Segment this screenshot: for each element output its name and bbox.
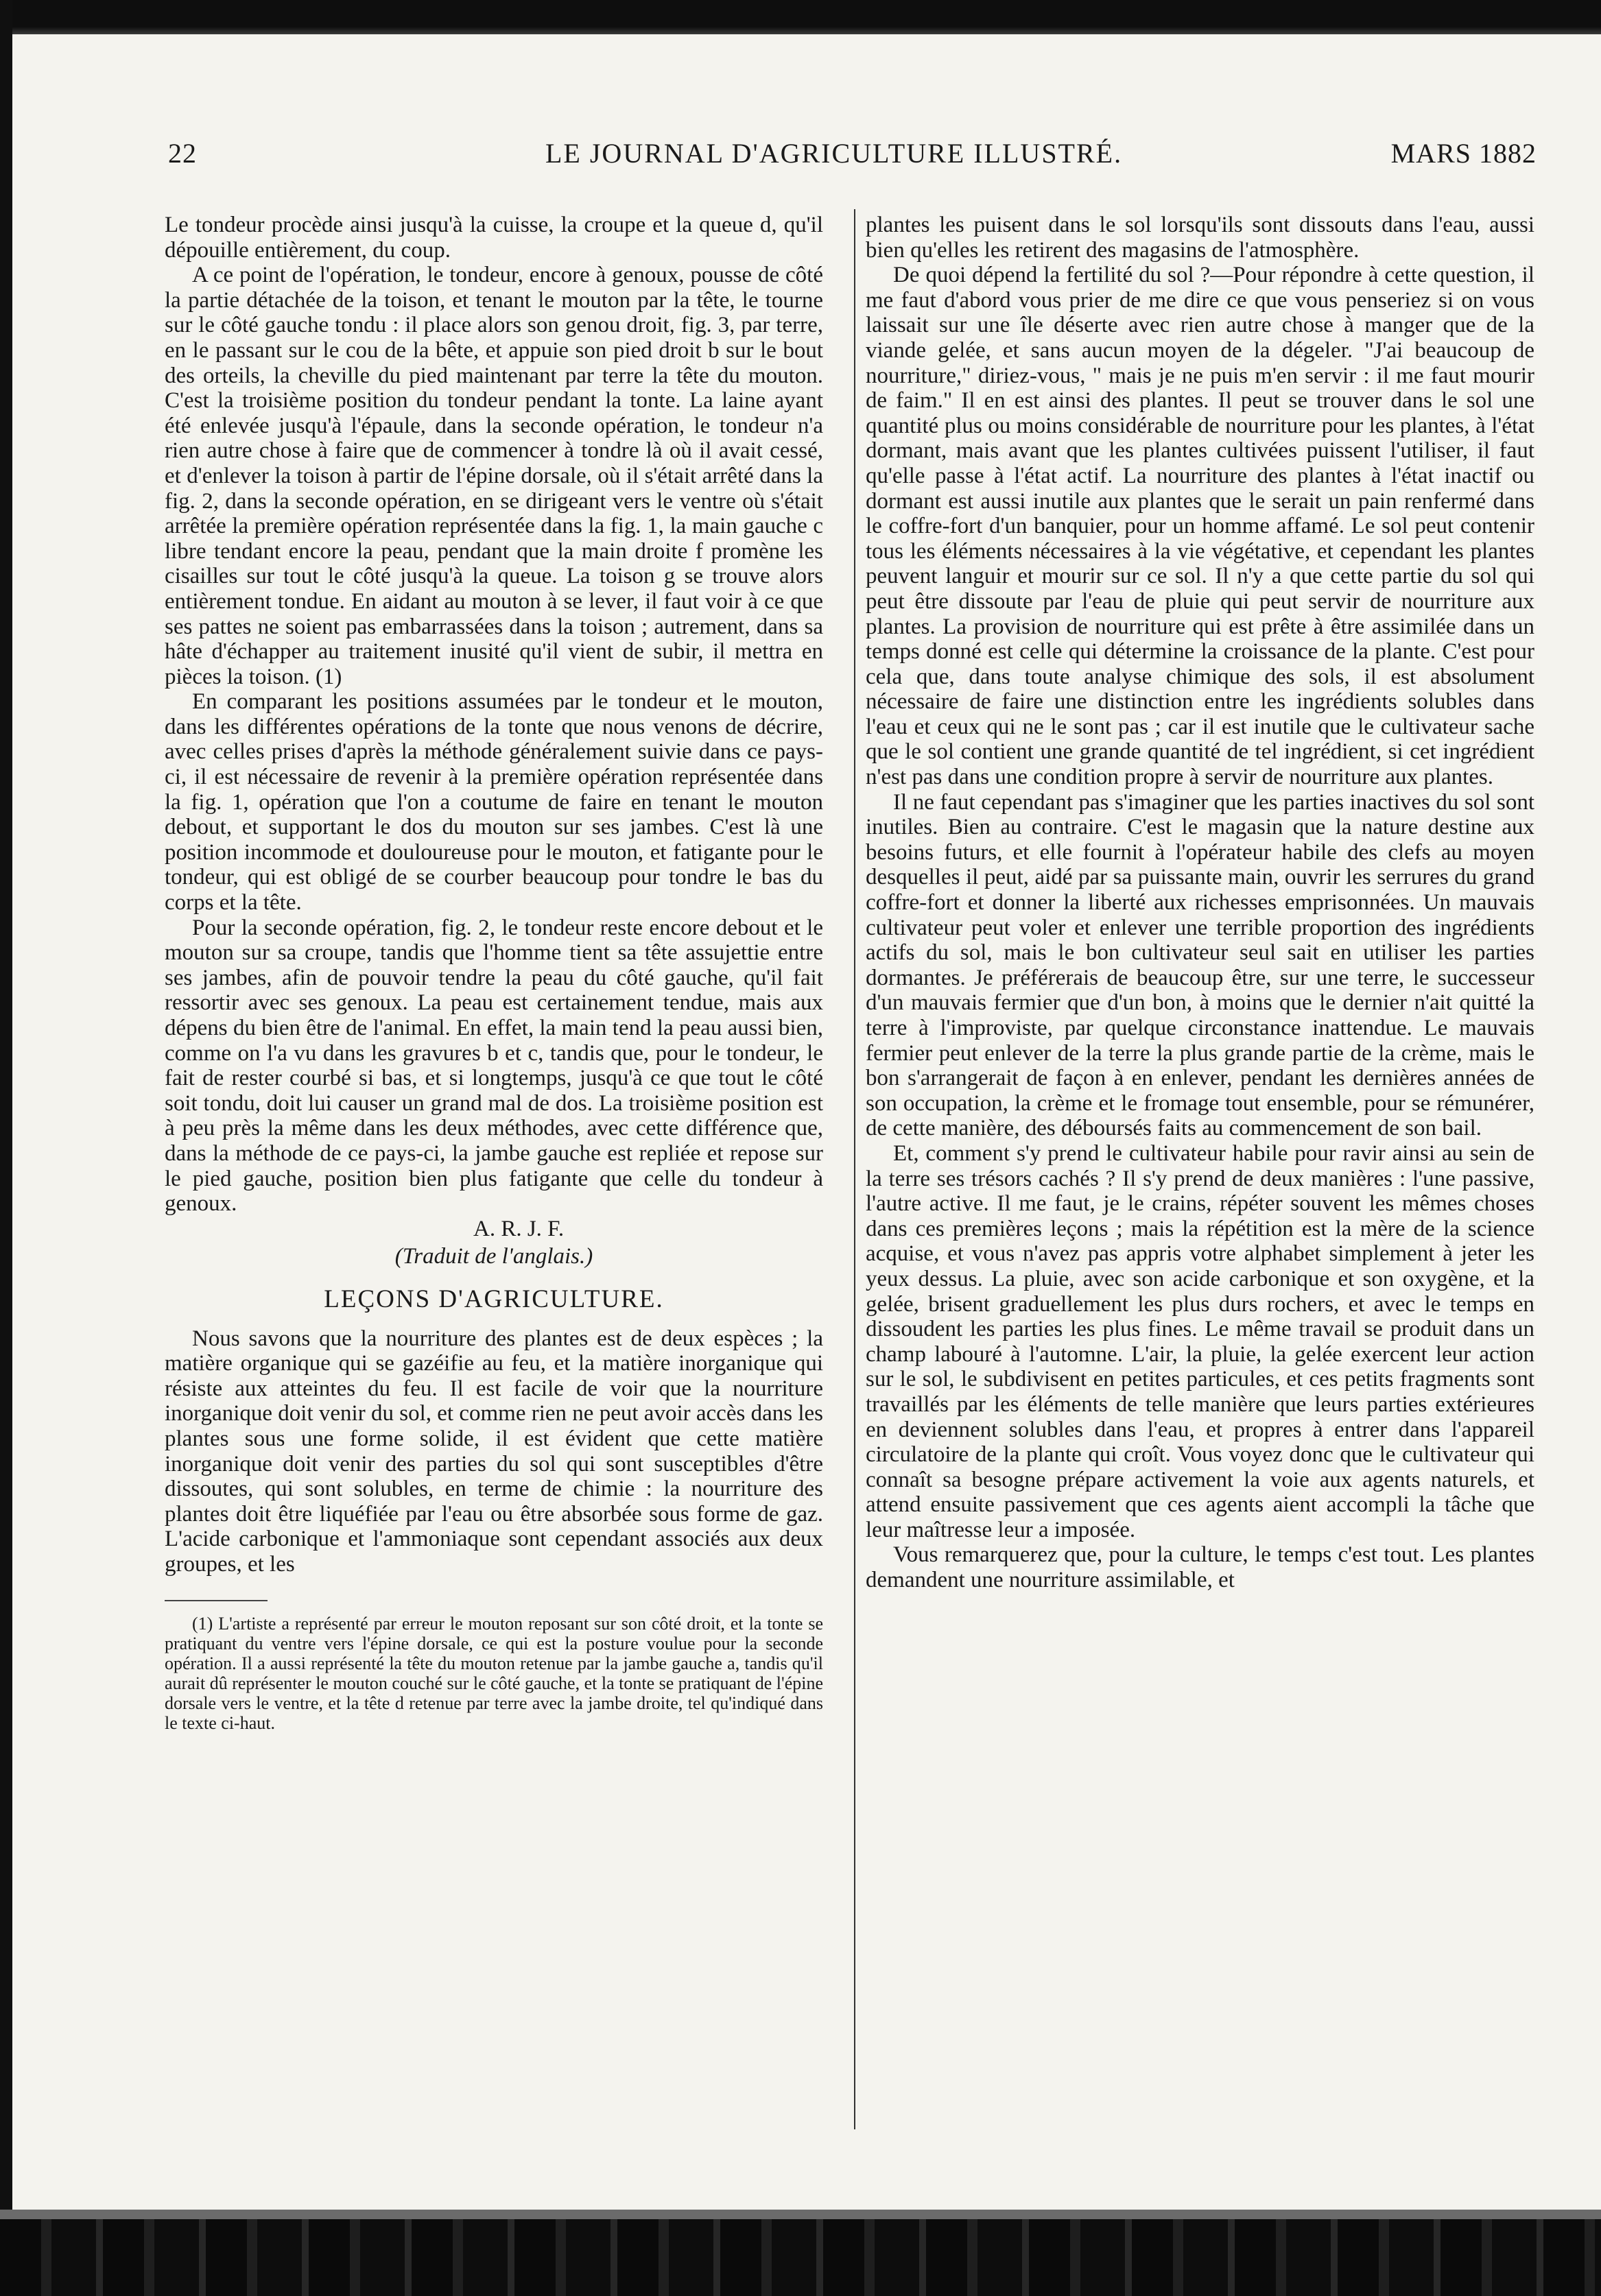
page-header (168, 137, 1537, 178)
right-column (866, 213, 1534, 1593)
page-number: 22 (168, 138, 197, 169)
scan-top-border (0, 0, 1601, 34)
paragraph: plantes les puisent dans le sol lorsqu'ils sont dissouts dans l'eau, aussi bien qu'elles les retirent des magasins de l'atmosphère. (866, 213, 1534, 263)
paragraph: En comparant les positions assumées par le tondeur et le mouton, dans les différentes opérations de la tonte que nous venons de décrire, avec celles prises d'après la méthode généralement suivie dans ce pays-ci, il est nécessaire de revenir à la première opération représentée dans la fig. 1, opération que l'on a coutume de faire en tenant le mouton debout, et supportant le dos du mouton sur ses jambes. C'est là une position incommode et douloureuse pour le mouton, et fatigante pour le tondeur, qui est obligé de se courber beaucoup pour tondre le bas du corps et la tête. (165, 689, 823, 916)
scan-bottom-border (0, 2210, 1601, 2296)
paragraph: Il ne faut cependant pas s'imaginer que les parties inactives du sol sont inutiles. Bien au contraire. C'est le magasin que la nature destine aux besoins futurs, et elle fournit à l'opérateur habile des clefs au moyen desquelles il peut, aidé par sa puissante main, ouvrir les serrures du grand coffre-fort et donner la liberté aux richesses emprisonnées. Un mauvais cultivateur peut voler et enlever une terrible proportion des ingrédients actifs du sol, mais le bon cultivateur seul sait en utiliser les parties dormantes. Je préférerais de beaucoup être, sur une terre, le successeur d'un mauvais fermier que d'un bon, à moins que le dernier n'ait quitté la terre à l'improviste, par quelque circonstance inattendue. Le mauvais fermier peut enlever de la terre la plus grande partie de la crème, mais le bon s'arrangerait de façon à en enlever, pendant les dernières années de son occupation, la crème et le fromage tout ensemble, pour se rémunérer, de cette manière, des déboursés faits au commencement de son bail. (866, 789, 1534, 1141)
left-column (165, 213, 823, 1733)
paragraph: Pour la seconde opération, fig. 2, le tondeur reste encore debout et le mouton sur sa croupe, tandis que l'homme tient sa tête assujettie entre ses jambes, afin de pouvoir tendre la peau du côté gauche, qu'il fait ressortir avec ses genoux. La peau est certainement tendue, mais aux dépens du bien être de l'animal. En effet, la main tend la peau aussi bien, comme on l'a vu dans les gravures b et c, tandis que, pour le tondeur, le fait de rester courbé si bas, et si longtemps, jusqu'à ce que tout le côté soit tondu, doit lui causer un grand mal de dos. La troisième position est à peu près la même dans les deux méthodes, avec cette différence que, dans la méthode de ce pays-ci, la jambe gauche est repliée et repose sur le pied gauche, position bien plus fatigante que celle du tondeur à genoux. (165, 915, 823, 1217)
scan-left-border (0, 0, 12, 2296)
paragraph: A ce point de l'opération, le tondeur, encore à genoux, pousse de côté la partie détachée de la toison, et tenant le mouton par la tête, le tourne sur le côté gauche tondu : il place alors son genou droit, fig. 3, par terre, en le passant sur le cou de la bête, et appuie son pied droit b sur le bout des orteils, la cheville du pied maintenant par terre la tête du mouton. C'est la troisième position du tondeur pendant la tonte. La laine ayant été enlevée jusqu'à l'épaule, dans la seconde opération, le tondeur n'a rien autre chose à faire que de commencer à tondre là où il avait cessé, et d'enlever la toison à partir de l'épine dorsale, où il s'était arrêté dans la fig. 2, dans la seconde opération, en se dirigeant vers le ventre où s'était arrêtée la première opération représentée dans la fig. 1, la main gauche c libre tendant encore la peau, pendant que la main droite f promène les cisailles sur tout le côté jusqu'à la queue. La toison g se trouve alors entièrement tondue. En aidant au mouton à se lever, il faut voir à ce que ses pattes ne soient pas embarrassées dans la toison ; autrement, dans sa hâte d'échapper au traitement inusité qu'il vient de subir, il mettra en pièces la toison. (1) (165, 263, 823, 689)
column-divider (854, 209, 855, 2129)
paragraph: De quoi dépend la fertilité du sol ?—Pour répondre à cette question, il me faut d'abord vous prier de me dire ce que vous penseriez si on vous laissait sur une île déserte avec rien autre chose à manger que de la viande gelée, et sans aucun moyen de la dégeler. "J'ai beaucoup de nourriture," diriez-vous, " mais je ne puis m'en servir : il me faut mourir de faim." Il en est ainsi des plantes. Il peut se trouver dans le sol une quantité plus ou moins considérable de nourriture pour les plantes, à l'état dormant, mais avant que les plantes cultivées puissent l'utiliser, il faut qu'elle passe à l'état actif. La nourriture des plantes à l'état inactif ou dormant est aussi inutile aux plantes que le serait un pain renfermé dans le coffre-fort d'un banquier, pour un homme affamé. Le sol peut contenir tous les éléments nécessaires à la vie végétative, et cependant les plantes peuvent languir et mourir sur ce sol. Il n'y a que cette partie du sol qui peut être dissoute par l'eau de pluie qui peut servir de nourriture aux plantes. La provision de nourriture qui est prête à être assimilée dans un temps donné est celle qui détermine la croissance de la plante. C'est pour cela que, dans toute analyse chimique des sols, il est absolument nécessaire de faire une distinction entre les ingrédients solubles dans l'eau et ceux qui ne le sont pas ; car il est inutile que le cultivateur sache que le sol contient une grande quantité de tel ingrédient, si cet ingrédient n'est pas dans une condition propre à servir de nourriture aux plantes. (866, 263, 1534, 790)
journal-title: LE JOURNAL D'AGRICULTURE ILLUSTRÉ. (545, 138, 1123, 169)
paragraph: Nous savons que la nourriture des plantes est de deux espèces ; la matière organique qui se gazéifie au feu, et la matière inorganique qui résiste aux atteintes du feu. Il est facile de voir que la nourriture inorganique doit venir du sol, et comme rien ne peut avoir accès dans les plantes sous une forme solide, il est évident que cette matière inorganique doit venir des parties du sol qui sont susceptibles d'être dissoutes, qui sont solubles, en terme de chimie : la nourriture des plantes doit être liquéfiée par l'eau ou être absorbée sous forme de gaz. L'acide carbonique et l'ammoniaque sont cependant associés aux deux groupes, et les (165, 1326, 823, 1577)
section-title: LEÇONS D'AGRICULTURE. (324, 1284, 664, 1313)
footnote: (1) L'artiste a représenté par erreur le mouton reposant sur son côté droit, et la tonte se pratiquant du ventre vers l'épine dorsale, ce qui est la posture voulue pour la seconde opération. Il a aussi représenté la tête du mouton retenue par la jambe gauche a, tandis qu'il aurait dû représenter le mouton couché sur le côté gauche, et la tonte se pratiquant de l'épine dorsale vers le ventre, et la tête d retenue par terre avec la jambe droite, tel qu'indiqué dans le texte ci-haut. (165, 1614, 823, 1734)
paragraph: Et, comment s'y prend le cultivateur habile pour ravir ainsi au sein de la terre ses trésors cachés ? Il s'y prend de deux manières : l'une passive, l'autre active. Il me faut, je le crains, répéter souvent les mêmes choses dans ces premières leçons ; mais la répétition est la mère de la science acquise, et vous n'avez pas appris votre alphabet simplement à jeter les yeux dessus. La pluie, avec son acide carbonique et son oxygène, et la gelée, brisent graduellement les plus durs rochers, et avec le temps en dissoudent les parties les plus fines. Le même travail se produit dans un champ labouré à l'automne. L'air, la pluie, la gelée exercent leur action sur le sol, le subdivisent en petites particules, et ces petits fragments sont travaillés par les éléments de telle manière que leurs parties extérieures en deviennent solubles dans l'eau, et propres à entrer dans l'appareil circulatoire de la plante qui croît. Vous voyez donc que le cultivateur qui connaît sa besogne prépare activement la voie aux agents naturels, et attend ensuite passivement que ces agents aient accompli la tâche que leur maîtresse leur a imposée. (866, 1140, 1534, 1542)
issue-date: MARS 1882 (1390, 138, 1537, 169)
translation-note: (Traduit de l'anglais.) (394, 1244, 593, 1269)
paragraph: Le tondeur procède ainsi jusqu'à la cuisse, la croupe et la queue d, qu'il dépouille entièrement, du coup. (165, 213, 823, 263)
paragraph: Vous remarquerez que, pour la culture, le temps c'est tout. Les plantes demandent une nourriture assimilable, et (866, 1542, 1534, 1593)
article-signature: A. R. J. F. (473, 1216, 565, 1241)
footnote-divider (165, 1600, 268, 1601)
